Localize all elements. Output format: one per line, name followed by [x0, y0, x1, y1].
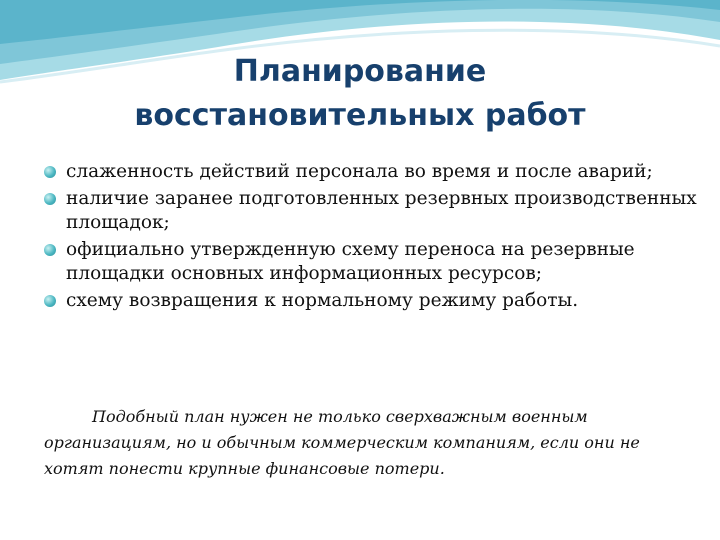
bullet-text: схему возвращения к нормальному режиму работы.	[66, 290, 579, 311]
round-bullet-icon	[44, 166, 56, 178]
round-bullet-icon	[44, 295, 56, 307]
round-bullet-icon	[44, 244, 56, 256]
round-bullet-icon	[44, 193, 56, 205]
slide-title-line-1: Планирование	[233, 54, 487, 89]
bullet-text: наличие заранее подготовленных резервных производственных площадок;	[66, 188, 697, 233]
slide-title-line-2: восстановительных работ	[134, 98, 586, 133]
bullet-item	[40, 187, 700, 235]
bullet-item	[40, 289, 700, 313]
bullet-item	[40, 238, 700, 286]
bullet-item	[40, 160, 700, 184]
bullet-text: слаженность действий персонала во время и после аварий;	[66, 161, 653, 182]
bullet-text: официально утвержденную схему переноса на резервные площадки основных информационных ресурсов;	[66, 239, 635, 284]
note-paragraph	[44, 404, 684, 482]
slide-title	[60, 50, 660, 138]
note-text: Подобный план нужен не только сверхважным военным организациям, но и обычным коммерческим компаниям, если они не хотят понести крупные финансовые потери.	[44, 407, 640, 478]
bullet-list	[40, 160, 700, 316]
